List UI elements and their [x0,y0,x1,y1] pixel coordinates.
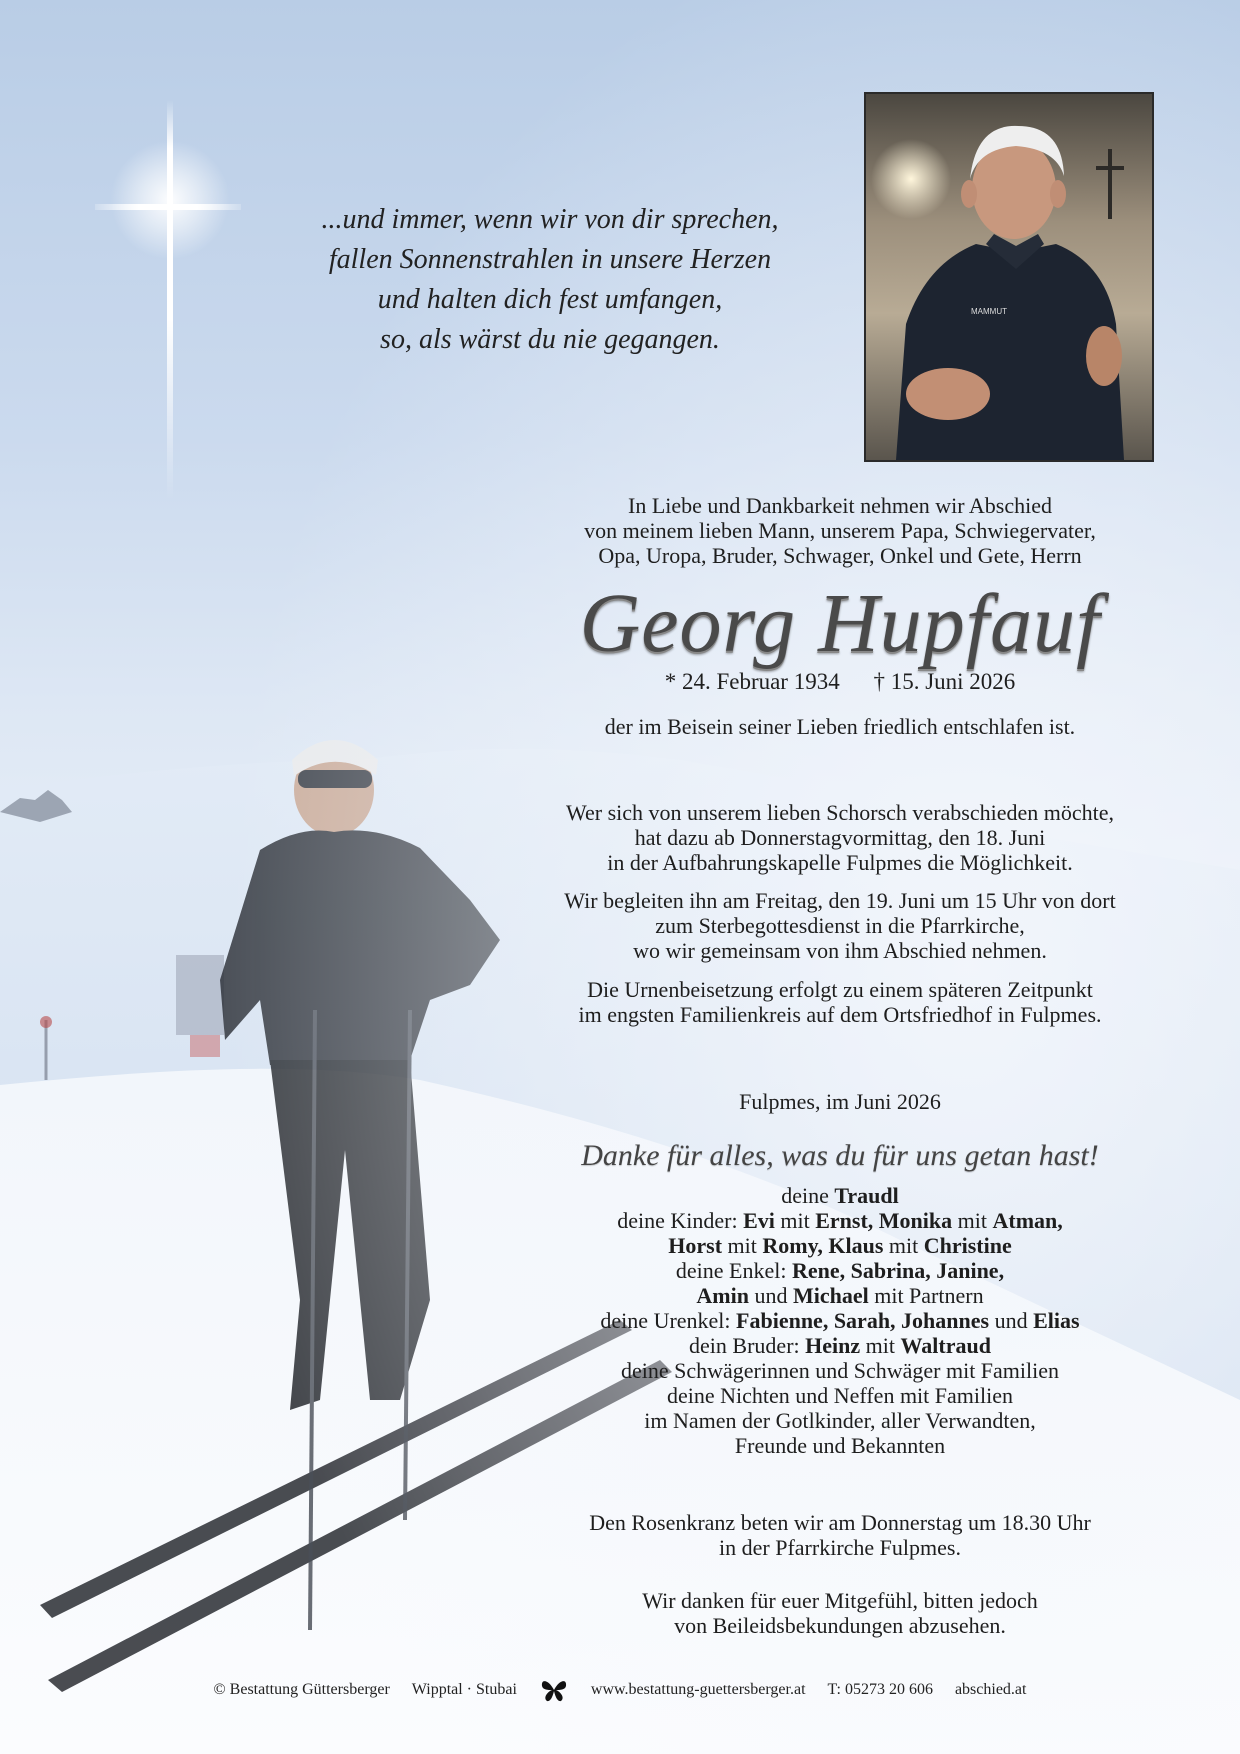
passed-statement: der im Beisein seiner Lieben friedlich entschlafen ist. [604,714,1076,739]
intro-line: In Liebe und Dankbarkeit nehmen wir Abschied [628,493,1052,518]
footer [0,1678,1240,1702]
deceased-name: Georg Hupfauf [579,577,1101,670]
rosary-line: in der Pfarrkirche Fulpmes. [719,1535,961,1560]
intro-line: von meinem lieben Mann, unserem Papa, Schwiegervater, [584,518,1096,543]
mourners-list [500,1183,1180,1458]
poem-line: und halten dich fest umfangen, [377,284,723,315]
butterfly-icon [539,1678,569,1702]
thanks-heading: Danke für alles, was du für uns getan hast! [581,1139,1099,1172]
urn-line: Die Urnenbeisetzung erfolgt zu einem späteren Zeitpunkt [587,977,1093,1002]
footer-copyright: © Bestattung Güttersberger [213,1681,390,1699]
intro-text [500,493,1180,568]
farewell-line: hat dazu ab Donnerstagvormittag, den 18. Juni [634,825,1046,850]
birth-date: * 24. Februar 1934 [664,669,840,694]
funeral-info [500,888,1180,963]
mourner-line: deine Nichten und Neffen mit Familien [666,1383,1013,1408]
mourner-line: Horst mit Romy, Klaus mit Christine [668,1233,1012,1258]
footer-portal-link[interactable]: abschied.at [954,1681,1027,1699]
portrait-photo [864,92,1154,462]
mourner-line: dein Bruder: Heinz mit Waltraud [689,1333,991,1358]
life-dates [500,667,1180,697]
footer-website-link[interactable]: www.bestattung-guettersberger.at [590,1681,806,1699]
funeral-line: wo wir gemeinsam von ihm Abschied nehmen. [633,938,1047,963]
mourner-line: deine Schwägerinnen und Schwäger mit Familien [620,1358,1060,1383]
sympathy-line: von Beileidsbekundungen abzusehen. [674,1613,1006,1638]
poem [260,200,840,360]
funeral-line: zum Sterbegottesdienst in die Pfarrkirche, [655,913,1025,938]
place-date: Fulpmes, im Juni 2026 [739,1089,941,1114]
urn-line: im engsten Familienkreis auf dem Ortsfriedhof in Fulpmes. [578,1002,1102,1027]
farewell-info [500,800,1180,875]
poem-line: fallen Sonnenstrahlen in unsere Herzen [328,244,772,275]
death-date: † 15. Juni 2026 [873,669,1016,694]
urn-burial-info [500,977,1180,1027]
sympathy-note [500,1588,1180,1638]
mourner-line: deine Enkel: Rene, Sabrina, Janine, [675,1258,1005,1283]
mourner-line: Amin und Michael mit Partnern [696,1283,984,1308]
intro-line: Opa, Uropa, Bruder, Schwager, Onkel und Gete, Herrn [598,543,1082,568]
poem-line: ...und immer, wenn wir von dir sprechen, [321,204,779,235]
poem-line: so, als wärst du nie gegangen. [380,324,720,355]
rosary-line: Den Rosenkranz beten wir am Donnerstag um 18.30 Uhr [589,1510,1091,1535]
footer-region: Wipptal · Stubai [411,1681,517,1699]
mourner-line: deine Traudl [781,1183,899,1208]
sympathy-line: Wir danken für euer Mitgefühl, bitten jedoch [642,1588,1038,1613]
farewell-line: in der Aufbahrungskapelle Fulpmes die Möglichkeit. [607,850,1073,875]
mourner-line: im Namen der Gotlkinder, aller Verwandten, [644,1408,1036,1433]
rosary-info [500,1510,1180,1560]
mourner-line: deine Urenkel: Fabienne, Sarah, Johannes und Elias [600,1308,1080,1333]
mourner-line: Freunde und Bekannten [734,1433,946,1458]
farewell-line: Wer sich von unserem lieben Schorsch verabschieden möchte, [565,800,1115,825]
footer-phone: T: 05273 20 606 [827,1681,933,1699]
jacket-brand-label: MAMMUT [971,307,1007,316]
mourner-line: deine Kinder: Evi mit Ernst, Monika mit Atman, [617,1208,1063,1233]
funeral-line: Wir begleiten ihn am Freitag, den 19. Juni um 15 Uhr von dort [564,888,1116,913]
